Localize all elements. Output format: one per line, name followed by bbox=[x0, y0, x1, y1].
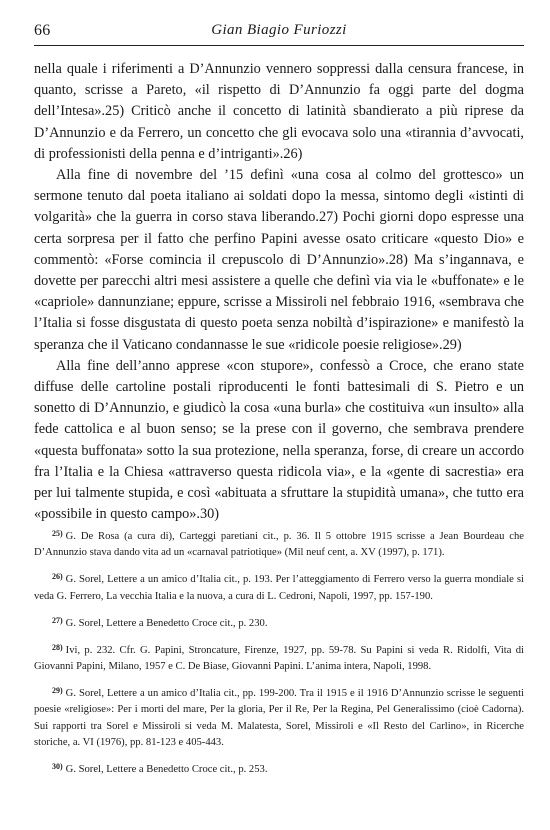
paragraph: Alla fine dell’anno apprese «con stupore», confessò a Croce, che erano state diffuse delle cartoline postali riproducenti le fonti battesimali di S. Pietro e un sonetto di D’Annunzio, e giudicò la cosa «una burla» che costituiva «un insulto» alla fede cattolica e al buon senso; se la prese con il governo, che sembrava prendere «questa buffonata» sotto la sua protezione, nella speranza, forse, di creare un accordo fra l’Italia e la Chiesa «attraverso questa ridicola via», e la «gente di sacrestia» era per lui talmente stupida, e così «abituata a sfruttare la stupidità umana», che tutto era «possibile in questo campo».30) bbox=[34, 357, 524, 523]
footnote bbox=[34, 526, 524, 562]
page-number: 66 bbox=[34, 22, 51, 39]
footnote-text: G. Sorel, Lettere a un amico d’Italia cit., p. 193. Per l’atteggiamento di Ferrero verso la guerra mondiale si veda G. Ferrero, La vecchia Italia e la nuova, a cura di L. Cedroni, Napoli, 1997, pp. 157-190. bbox=[34, 574, 524, 602]
footnote bbox=[34, 683, 524, 752]
footnote bbox=[34, 640, 524, 676]
header-rule bbox=[34, 45, 524, 46]
footnote-number: 26) bbox=[52, 572, 63, 582]
footnote-number: 27) bbox=[52, 615, 63, 625]
footnote bbox=[34, 759, 524, 778]
footnote-text: G. Sorel, Lettere a Benedetto Croce cit., p. 230. bbox=[65, 617, 268, 629]
footnote bbox=[34, 569, 524, 605]
footnote-text: Ivi, p. 232. Cfr. G. Papini, Stroncature, Firenze, 1927, pp. 59-78. Su Papini si veda R. Ridolfi, Vita di Giovanni Papini, Milano, 1957 e C. De Biase, Giovanni Papini. L’anima intera, Napoli, 1998. bbox=[34, 644, 524, 672]
running-head: Gian Biagio Furiozzi bbox=[211, 22, 347, 38]
footnote-number: 29) bbox=[52, 685, 63, 695]
footnote-text: G. Sorel, Lettere a un amico d’Italia cit., pp. 199-200. Tra il 1915 e il 1916 D’Annunzio scrisse le seguenti poesie «religiose»: Per i morti del mare, Per la gloria, Per il Re, Per la Regina, Pel Generalissimo (cioè Cadorna). Sui rapporti tra Sorel e Missiroli si veda M. Malatesta, Sorel, Missiroli e «Il Resto del Carlino», in Ricerche storiche, a. VI (1976), pp. 81-123 e 405-443. bbox=[34, 687, 524, 749]
footnote-text: G. Sorel, Lettere a Benedetto Croce cit., p. 253. bbox=[65, 763, 268, 775]
footnote-number: 28) bbox=[52, 642, 63, 652]
footnote-number: 25) bbox=[52, 529, 63, 538]
main-text bbox=[34, 59, 524, 525]
footnote-text: G. De Rosa (a cura di), Carteggi paretiani cit., p. 36. Il 5 ottobre 1915 scrisse a Jean Bourdeau che D’Annunzio stava dando vita ad un «carnaval patriotique» (Mil neuf cent, a. XV (1997), p. 171). bbox=[34, 531, 524, 559]
paragraph: Alla fine di novembre del ’15 definì «una cosa al colmo del grottesco» un sermone tenuto dal poeta italiano ai soldati dopo la messa, sintomo degli «istinti di volgarità» che la guerra in corso stava liberando.27) Pochi giorni dopo espresse una certa sorpresa per il fatto che perfino Papini avesse osato criticare «questo Dio» e commentò: «Forse comincia il crepuscolo di D’Annunzio».28) Ma s’ingannava, e dovette per parecchi altri mesi assistere a quelle che definì via via le «buffonate» e le «capriole» dannunziane; eppure, scrisse a Missiroli nel febbraio 1916, «sembrava che l’Italia si fosse disgustata di questo poeta senza nobiltà d’ispirazione» e manifestò la speranza che il Vaticano condannasse le sue «ridicole poesie religiose».29) bbox=[34, 167, 524, 353]
footnote bbox=[34, 613, 524, 632]
paragraph: nella quale i riferimenti a D’Annunzio vennero soppressi dalla censura francese, in quanto, scrisse a Pareto, «il rispetto di D’Annunzio fa oggi parte del dogma dell’Intesa».25) Criticò anche il concetto di latinità sbandierato a più riprese da D’Annunzio e da Ferrero, un concetto che gli evocava solo una «tirannia d’avvocati, di professionisti della penna e d’intriganti».26) bbox=[34, 61, 524, 162]
page-header bbox=[34, 22, 524, 44]
footnote-number: 30) bbox=[52, 761, 63, 771]
footnotes bbox=[34, 526, 524, 786]
